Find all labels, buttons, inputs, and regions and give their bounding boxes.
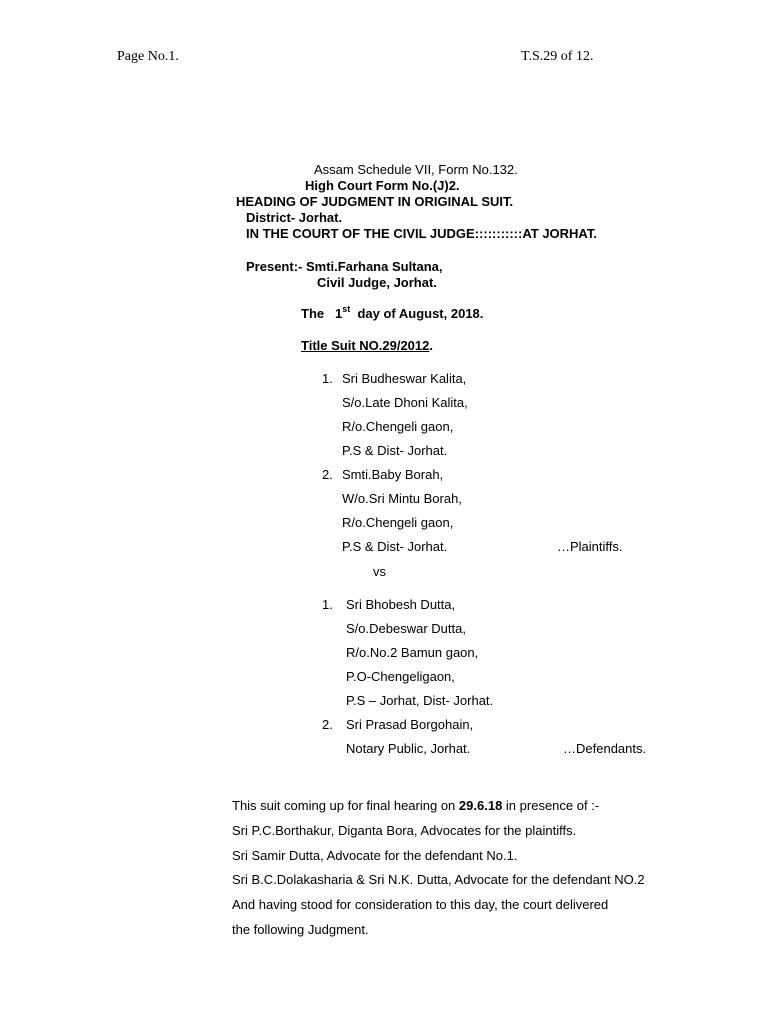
judgment-intro: the following Judgment. — [232, 922, 369, 937]
present-label: Present:- — [246, 259, 303, 274]
plaintiffs-label: …Plaintiffs. — [557, 539, 623, 554]
plaintiff-2-name: Smti.Baby Borah, — [342, 467, 444, 482]
defendant-2-line: Notary Public, Jorhat. — [346, 741, 471, 756]
case-reference: T.S.29 of 12. — [521, 49, 594, 64]
plaintiff-2-line: R/o.Chengeli gaon, — [342, 515, 454, 530]
date-rest: day of August, 2018. — [357, 306, 484, 321]
defendant-1-name: Sri Bhobesh Dutta, — [346, 597, 456, 612]
hearing-suffix: in presence of :- — [505, 798, 600, 813]
date-day: 1 — [334, 306, 343, 321]
versus: vs — [373, 564, 386, 579]
hearing-prefix: This suit coming up for final hearing on — [232, 798, 456, 813]
plaintiff-2-line: W/o.Sri Mintu Borah, — [342, 491, 462, 506]
judge-name: Smti.Farhana Sultana, — [305, 259, 443, 274]
defendant-1-line: P.S – Jorhat, Dist- Jorhat. — [346, 693, 494, 708]
defendant-2-name: Sri Prasad Borgohain, — [346, 717, 474, 732]
hearing-date: 29.6.18 — [458, 798, 503, 813]
judgment-date — [301, 303, 484, 322]
plaintiff-2-number: 2. — [322, 467, 333, 482]
district-line: District- Jorhat. — [246, 210, 343, 225]
high-court-form: High Court Form No.(J)2. — [305, 178, 460, 193]
defendant-1-number: 1. — [322, 597, 333, 612]
plaintiff-1-line: R/o.Chengeli gaon, — [342, 419, 454, 434]
advocate-defendant-2: Sri B.C.Dolakasharia & Sri N.K. Dutta, Advocate for the defendant NO.2 — [232, 872, 645, 887]
defendant-1-line: S/o.Debeswar Dutta, — [346, 621, 466, 636]
advocate-defendant-1: Sri Samir Dutta, Advocate for the defendant No.1. — [232, 848, 518, 863]
date-suffix: st — [342, 303, 351, 314]
judge-designation: Civil Judge, Jorhat. — [317, 275, 437, 290]
plaintiff-1-line: S/o.Late Dhoni Kalita, — [342, 395, 468, 410]
schedule-line: Assam Schedule VII, Form No.132. — [314, 162, 518, 177]
present-block — [246, 259, 443, 275]
suit-title-end: . — [429, 338, 433, 353]
page-number: Page No.1. — [117, 49, 179, 64]
defendant-1-line: P.O-Chengeligaon, — [346, 669, 455, 684]
date-prefix: The — [301, 306, 325, 321]
suit-title — [301, 338, 433, 354]
plaintiff-1-number: 1. — [322, 371, 333, 386]
court-line: IN THE COURT OF THE CIVIL JUDGE:::::::::::AT JORHAT. — [246, 226, 597, 241]
hearing-line — [232, 798, 599, 814]
advocates-plaintiffs: Sri P.C.Borthakur, Diganta Bora, Advocates for the plaintiffs. — [232, 823, 577, 838]
judgment-heading: HEADING OF JUDGMENT IN ORIGINAL SUIT. — [236, 194, 514, 209]
defendants-label: …Defendants. — [563, 741, 647, 756]
plaintiff-1-line: P.S & Dist- Jorhat. — [342, 443, 448, 458]
plaintiff-2-line: P.S & Dist- Jorhat. — [342, 539, 448, 554]
suit-number: Title Suit NO.29/2012 — [301, 338, 430, 353]
consideration-line: And having stood for consideration to this day, the court delivered — [232, 897, 609, 912]
defendant-2-number: 2. — [322, 717, 333, 732]
plaintiff-1-name: Sri Budheswar Kalita, — [342, 371, 467, 386]
defendant-1-line: R/o.No.2 Bamun gaon, — [346, 645, 479, 660]
